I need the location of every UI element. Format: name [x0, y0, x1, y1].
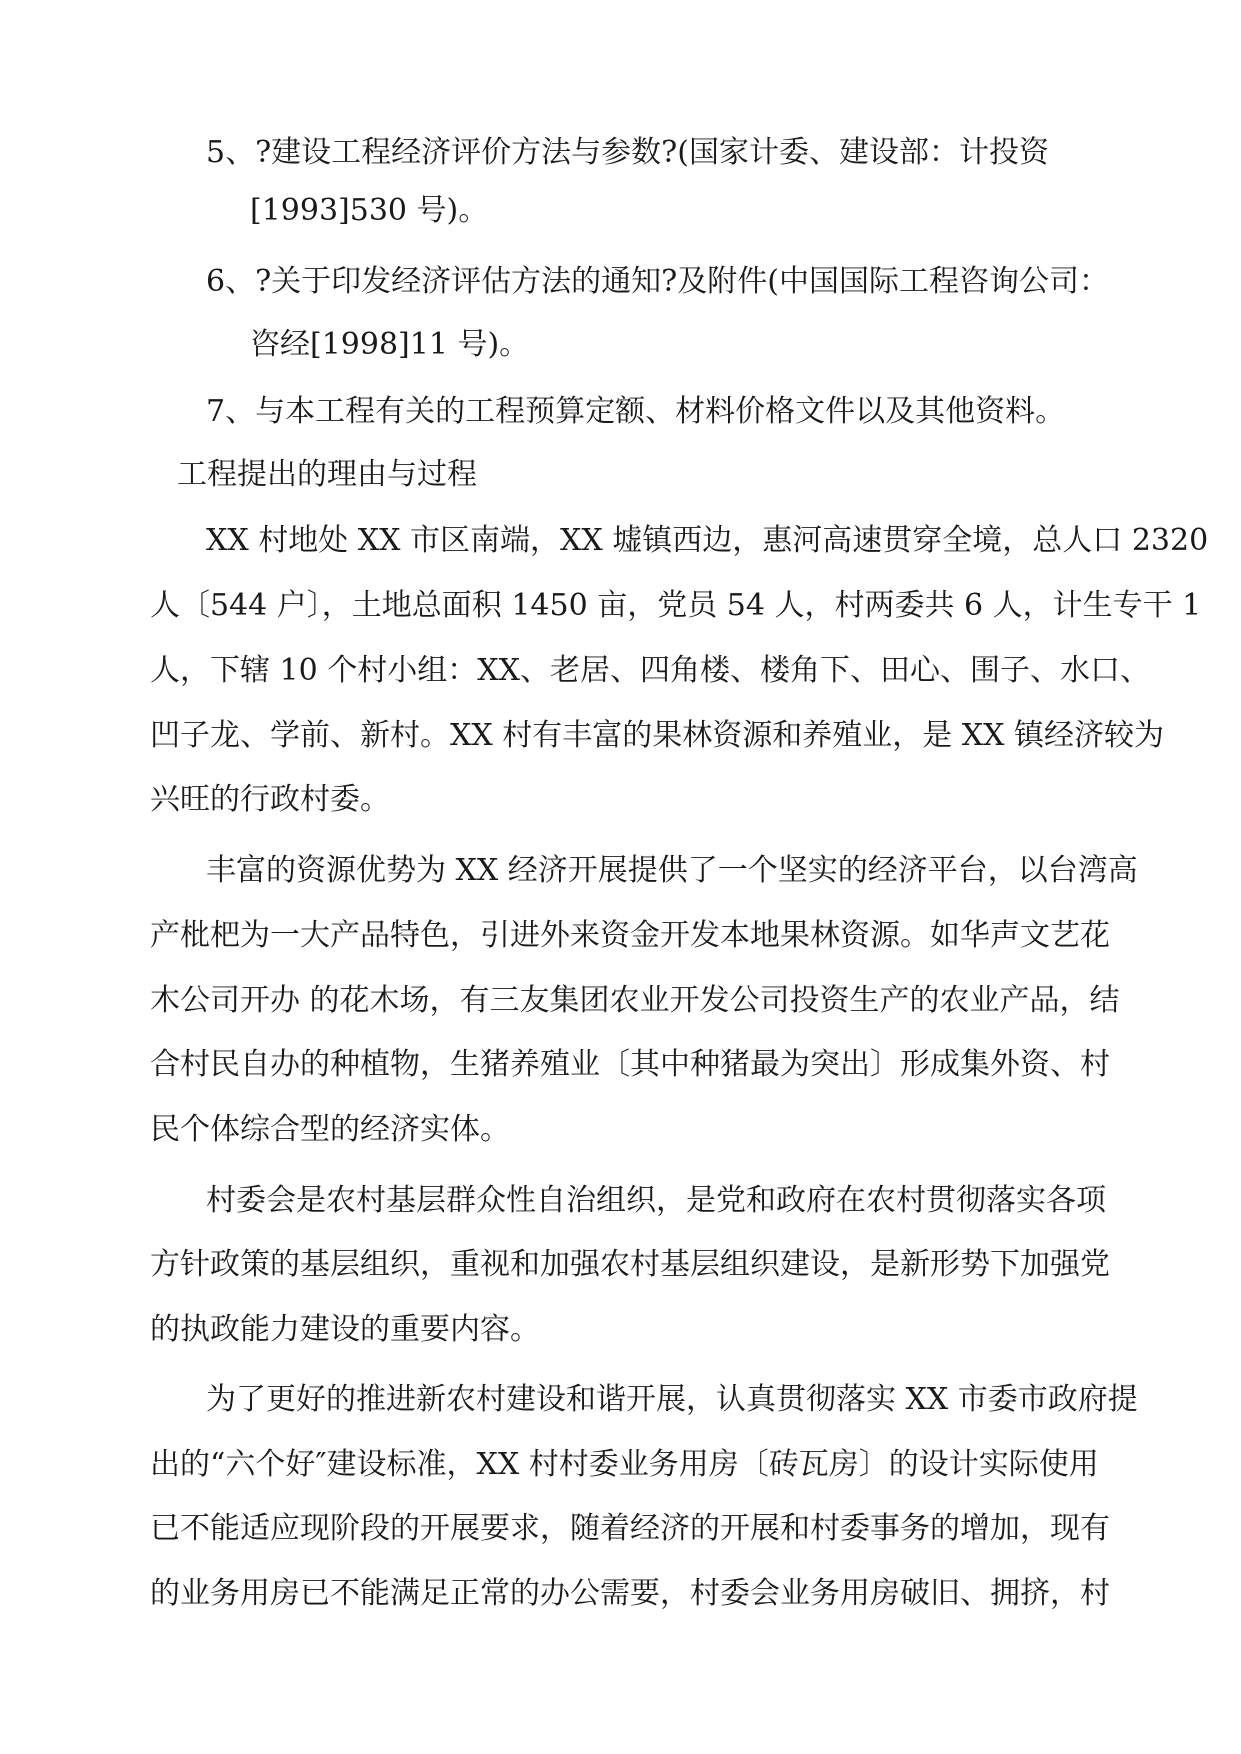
paragraph-line: 的业务用房已不能满足正常的办公需要，村委会业务用房破旧、拥挤，村	[150, 1576, 1110, 1611]
reference-line: [1993]530 号)。	[250, 193, 489, 228]
paragraph-line: 已不能适应现阶段的开展要求，随着经济的开展和村委事务的增加，现有	[150, 1511, 1110, 1546]
reference-line: 6、?关于印发经济评估方法的通知?及附件(中国国际工程咨询公司：	[206, 264, 1109, 299]
paragraph-line: 凹子龙、学前、新村。XX 村有丰富的果林资源和养殖业，是 XX 镇经济较为	[150, 718, 1165, 753]
paragraph-line: 民个体综合型的经济实体。	[150, 1112, 510, 1147]
section-heading: 工程提出的理由与过程	[177, 457, 477, 492]
paragraph-line: 合村民自办的种植物，生猪养殖业〔其中种猪最为突出〕形成集外资、村	[150, 1047, 1110, 1082]
paragraph-line: 产枇杷为一大产品特色，引进外来资金开发本地果林资源。如华声文艺花	[150, 918, 1110, 953]
paragraph-line: 方针政策的基层组织，重视和加强农村基层组织建设，是新形势下加强党	[150, 1247, 1110, 1282]
reference-line: 咨经[1998]11 号)。	[250, 327, 530, 362]
paragraph-line: 出的“六个好″建设标准，XX 村村委业务用房〔砖瓦房〕的设计实际使用	[150, 1447, 1099, 1482]
paragraph-line: 木公司开办 的花木场，有三友集团农业开发公司投资生产的农业产品，结	[150, 983, 1120, 1018]
paragraph-line: 的执政能力建设的重要内容。	[150, 1312, 540, 1347]
paragraph-line: 丰富的资源优势为 XX 经济开展提供了一个坚实的经济平台，以台湾高	[206, 853, 1138, 888]
paragraph-line: 兴旺的行政村委。	[150, 782, 390, 817]
paragraph-line: 为了更好的推进新农村建设和谐开展，认真贯彻落实 XX 市委市政府提	[206, 1382, 1138, 1417]
reference-line: 5、?建设工程经济评价方法与参数?(国家计委、建设部：计投资	[206, 135, 1049, 170]
reference-line: 7、与本工程有关的工程预算定额、材料价格文件以及其他资料。	[206, 394, 1066, 429]
paragraph-line: XX 村地处 XX 市区南端，XX 墟镇西边，惠河高速贯穿全境，总人口 2320	[206, 523, 1209, 558]
paragraph-line: 村委会是农村基层群众性自治组织，是党和政府在农村贯彻落实各项	[206, 1183, 1106, 1218]
paragraph-line: 人，下辖 10 个村小组：XX、老居、四角楼、楼角下、田心、围子、水口、	[150, 653, 1150, 688]
paragraph-line: 人〔544 户〕，土地总面积 1450 亩，党员 54 人，村两委共 6 人，计生专干 1	[150, 588, 1202, 623]
